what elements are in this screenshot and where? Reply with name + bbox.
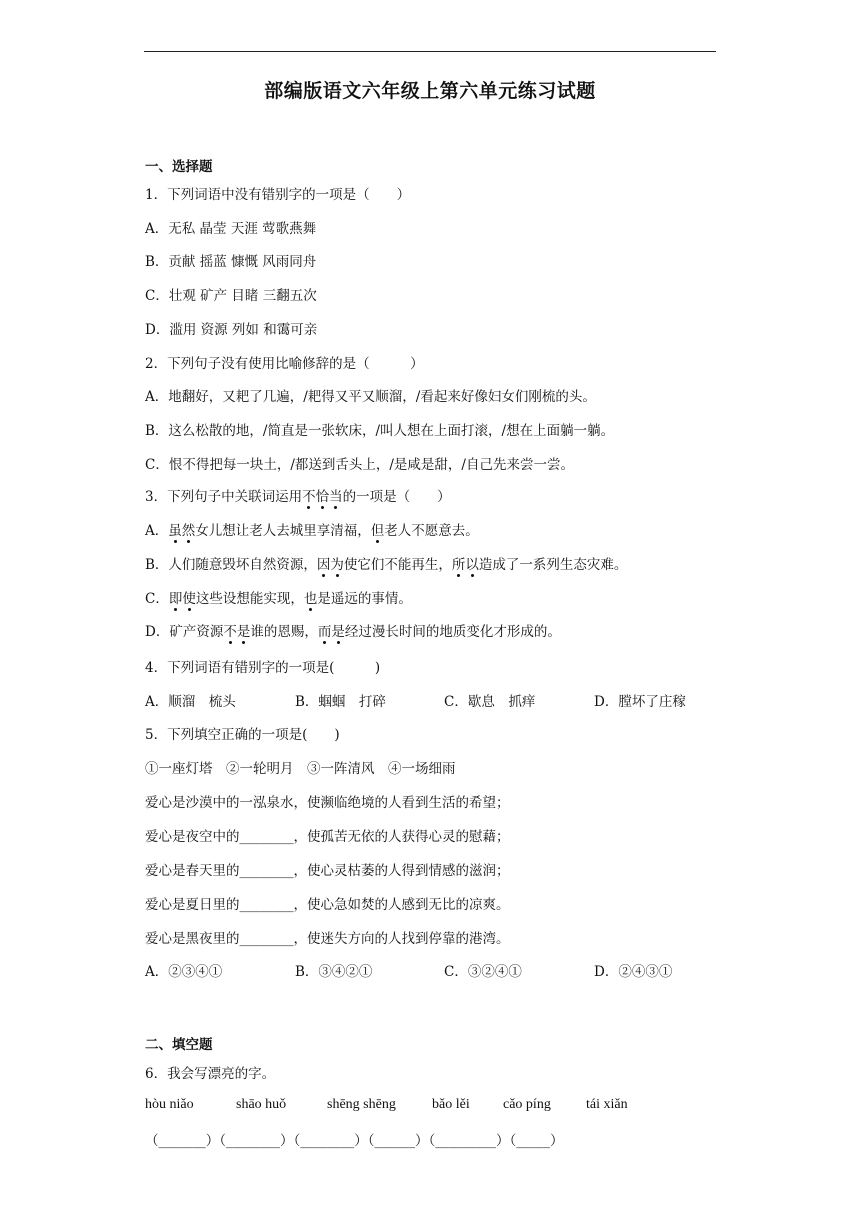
- emphasis-dot-char: 当: [329, 489, 343, 505]
- q2-option-c[interactable]: C．恨不得把每一块土，/都送到舌头上，/是咸是甜，/自己先来尝一尝。: [145, 457, 574, 473]
- q1-option-b[interactable]: B．贡献 摇蓝 慷慨 风雨同舟: [145, 254, 317, 270]
- q2-option-a[interactable]: A．地翻好，又耙了几遍，/耙得又平又顺溜，/看起来好像妇女们刚梳的头。: [145, 389, 596, 405]
- q1-stem: 1．下列词语中没有错别字的一项是（ ）: [145, 187, 411, 203]
- section-heading-fill: 二、填空题: [145, 1037, 213, 1053]
- q1-option-a[interactable]: A．无私 晶莹 天涯 莺歌燕舞: [145, 221, 317, 237]
- q3-option-b[interactable]: B．人们随意毁坏自然资源，因为使它们不能再生，所以造成了一系列生态灾难。: [145, 557, 628, 573]
- q6-stem: 6．我会写漂亮的字。: [145, 1066, 276, 1082]
- q3-option-c[interactable]: C．即使这些设想能实现，也是遥远的事情。: [145, 591, 412, 607]
- q1-option-d[interactable]: D．滥用 资源 列如 和霭可亲: [145, 322, 318, 338]
- emphasis-dot-char: 恰: [315, 489, 330, 505]
- q4-option-a[interactable]: A．顺溜 梳头: [145, 694, 236, 710]
- q4-stem: 4．下列词语有错别字的一项是( ): [145, 660, 381, 676]
- pinyin-item: hòu niǎo: [145, 1097, 194, 1112]
- q2-stem: 2．下列句子没有使用比喻修辞的是（ ）: [145, 356, 424, 372]
- q4-option-b[interactable]: B．蝈蝈 打碎: [295, 694, 386, 710]
- q3-option-a[interactable]: A．虽然女儿想让老人去城里享清福，但老人不愿意去。: [145, 523, 479, 539]
- pinyin-item: tái xiǎn: [586, 1097, 628, 1112]
- q1-option-c[interactable]: C．壮观 矿产 目睹 三翻五次: [145, 288, 317, 304]
- pinyin-item: cǎo píng: [503, 1097, 551, 1112]
- q5-option-c[interactable]: C．③②④①: [444, 964, 522, 980]
- q5-passage-line: 爱心是沙漠中的一泓泉水，使濒临绝境的人看到生活的希望；: [145, 795, 510, 811]
- q4-option-c[interactable]: C．歇息 抓痒: [444, 694, 536, 710]
- q4-option-d[interactable]: D．膛坏了庄稼: [594, 694, 686, 710]
- q5-items: ①一座灯塔 ②一轮明月 ③一阵清风 ④一场细雨: [145, 761, 456, 777]
- emphasis-dot-char: 不: [302, 489, 316, 505]
- q5-passage-line: 爱心是黑夜里的________，使迷失方向的人找到停靠的港湾。: [145, 931, 510, 947]
- q5-option-b[interactable]: B．③④②①: [295, 964, 373, 980]
- pinyin-item: shāo huǒ: [236, 1097, 287, 1112]
- q5-option-d[interactable]: D．②④③①: [594, 964, 673, 980]
- q3-stem: 3．下列句子中关联词运用不恰当的一项是（ ）: [145, 489, 451, 505]
- q5-stem: 5．下列填空正确的一项是( ): [145, 727, 340, 743]
- q5-option-a[interactable]: A．②③④①: [145, 964, 223, 980]
- pinyin-item: shēng shēng: [327, 1097, 396, 1112]
- q6-answer-blanks[interactable]: （_______）（________）（________）（______）（_________）（_____）: [145, 1133, 564, 1149]
- section-heading-choice: 一、选择题: [145, 159, 213, 175]
- q5-passage-line: 爱心是夜空中的________，使孤苦无依的人获得心灵的慰藉；: [145, 829, 510, 845]
- q5-passage-line: 爱心是夏日里的________，使心急如焚的人感到无比的凉爽。: [145, 897, 510, 913]
- page-title: 部编版语文六年级上第六单元练习试题: [264, 80, 596, 102]
- q2-option-b[interactable]: B．这么松散的地，/简直是一张软床，/叫人想在上面打滚，/想在上面躺一躺。: [145, 423, 615, 439]
- q3-option-d[interactable]: D．矿产资源不是谁的恩赐，而是经过漫长时间的地质变化才形成的。: [145, 624, 561, 640]
- header-rule: [144, 51, 716, 52]
- pinyin-item: bǎo lěi: [432, 1097, 470, 1112]
- q5-passage-line: 爱心是春天里的________，使心灵枯萎的人得到情感的滋润；: [145, 863, 510, 879]
